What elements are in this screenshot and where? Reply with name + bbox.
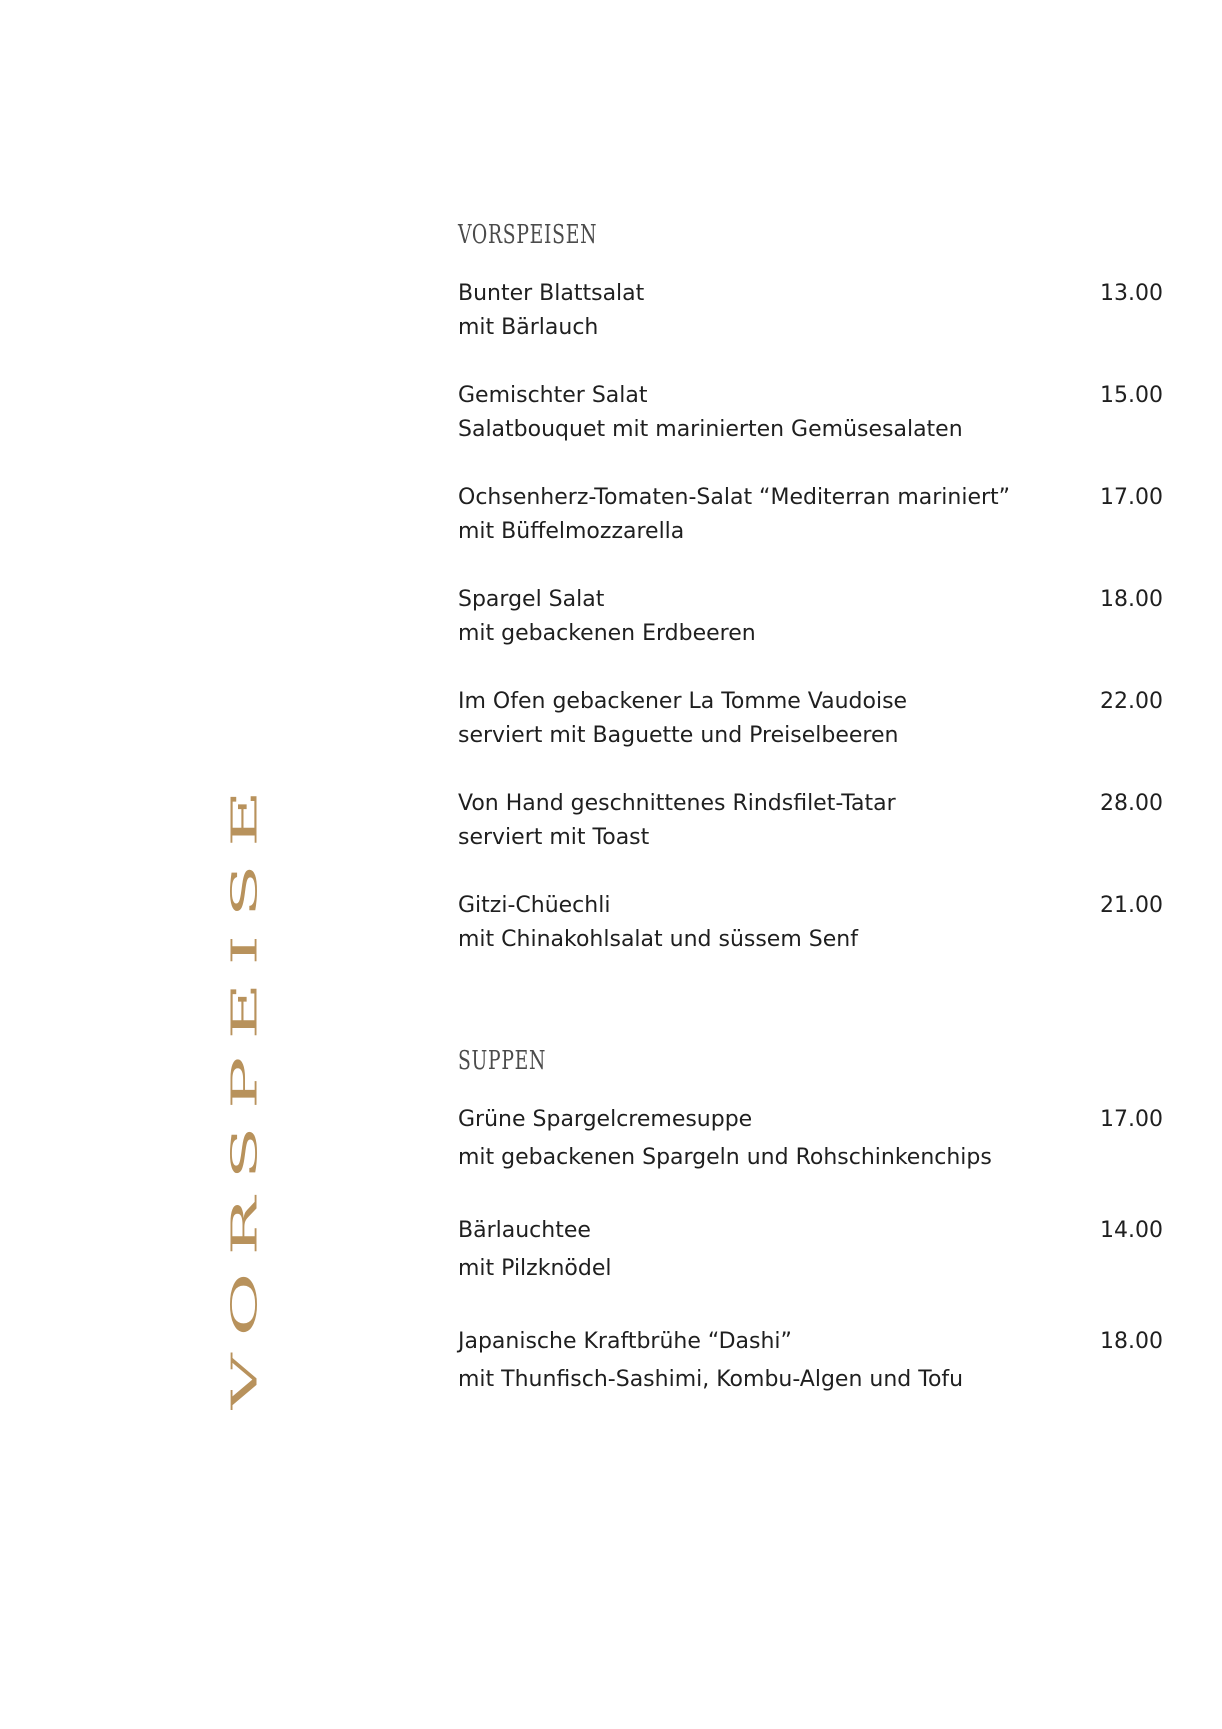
item-description: mit Chinakohlsalat und süssem Senf	[458, 927, 858, 952]
item-name: Grüne Spargelcremesuppe	[458, 1107, 753, 1132]
side-title-letter: S	[224, 1126, 266, 1180]
item-list	[458, 1103, 1163, 1436]
item-name: Im Ofen gebackener La Tomme Vaudoise	[458, 689, 908, 714]
item-price: 17.00	[1100, 1107, 1163, 1132]
item-price: 22.00	[1100, 689, 1163, 714]
menu	[458, 215, 1163, 1436]
menu-item	[458, 889, 1163, 991]
item-description: mit gebackenen Erdbeeren	[458, 621, 756, 646]
item-price: 21.00	[1100, 893, 1163, 918]
item-description: Salatbouquet mit marinierten Gemüsesalaten	[458, 417, 963, 442]
item-price: 28.00	[1100, 791, 1163, 816]
item-name: Gemischter Salat	[458, 383, 648, 408]
item-price: 14.00	[1100, 1218, 1163, 1243]
side-title-letter: V	[224, 1353, 266, 1410]
item-price: 17.00	[1100, 485, 1163, 510]
section-heading: SUPPEN	[458, 1046, 547, 1076]
side-title-letter: E	[224, 790, 266, 847]
menu-item	[458, 787, 1163, 889]
item-price: 15.00	[1100, 383, 1163, 408]
item-name: Von Hand geschnittenes Rindsfilet-Tatar	[458, 791, 896, 816]
side-title-letter: R	[224, 1196, 266, 1256]
section-suppen	[458, 1041, 1163, 1436]
side-title-letter: P	[224, 1056, 266, 1110]
item-description: mit Pilzknödel	[458, 1256, 612, 1281]
item-name: Japanische Kraftbrühe “Dashi”	[458, 1329, 792, 1354]
side-title-letter: I	[224, 934, 266, 966]
menu-item	[458, 379, 1163, 481]
side-title-letters	[205, 790, 285, 1410]
side-title	[205, 790, 285, 1410]
menu-item	[458, 1214, 1163, 1325]
section-vorspeisen	[458, 215, 1163, 991]
item-description: serviert mit Baguette und Preiselbeeren	[458, 723, 899, 748]
item-price: 13.00	[1100, 281, 1163, 306]
menu-item	[458, 1103, 1163, 1214]
item-name: Bunter Blattsalat	[458, 281, 645, 306]
item-description: mit gebackenen Spargeln und Rohschinkenchips	[458, 1145, 992, 1170]
menu-item	[458, 277, 1163, 379]
item-description: mit Thunfisch-Sashimi, Kombu-Algen und Tofu	[458, 1367, 964, 1392]
side-title-letter: O	[224, 1272, 266, 1337]
item-name: Gitzi-Chüechli	[458, 893, 611, 918]
side-title-letter: E	[224, 982, 266, 1040]
item-description: mit Büffelmozzarella	[458, 519, 685, 544]
item-price: 18.00	[1100, 1329, 1163, 1354]
section-heading: VORSPEISEN	[458, 220, 598, 250]
menu-item	[458, 481, 1163, 583]
menu-item	[458, 1325, 1163, 1436]
item-price: 18.00	[1100, 587, 1163, 612]
item-description: mit Bärlauch	[458, 315, 599, 340]
item-name: Spargel Salat	[458, 587, 605, 612]
menu-item	[458, 583, 1163, 685]
side-title-letter: S	[224, 864, 266, 918]
item-name: Bärlauchtee	[458, 1218, 591, 1243]
item-list	[458, 277, 1163, 991]
menu-item	[458, 685, 1163, 787]
item-description: serviert mit Toast	[458, 825, 650, 850]
item-name: Ochsenherz-Tomaten-Salat “Mediterran mariniert”	[458, 485, 1011, 510]
